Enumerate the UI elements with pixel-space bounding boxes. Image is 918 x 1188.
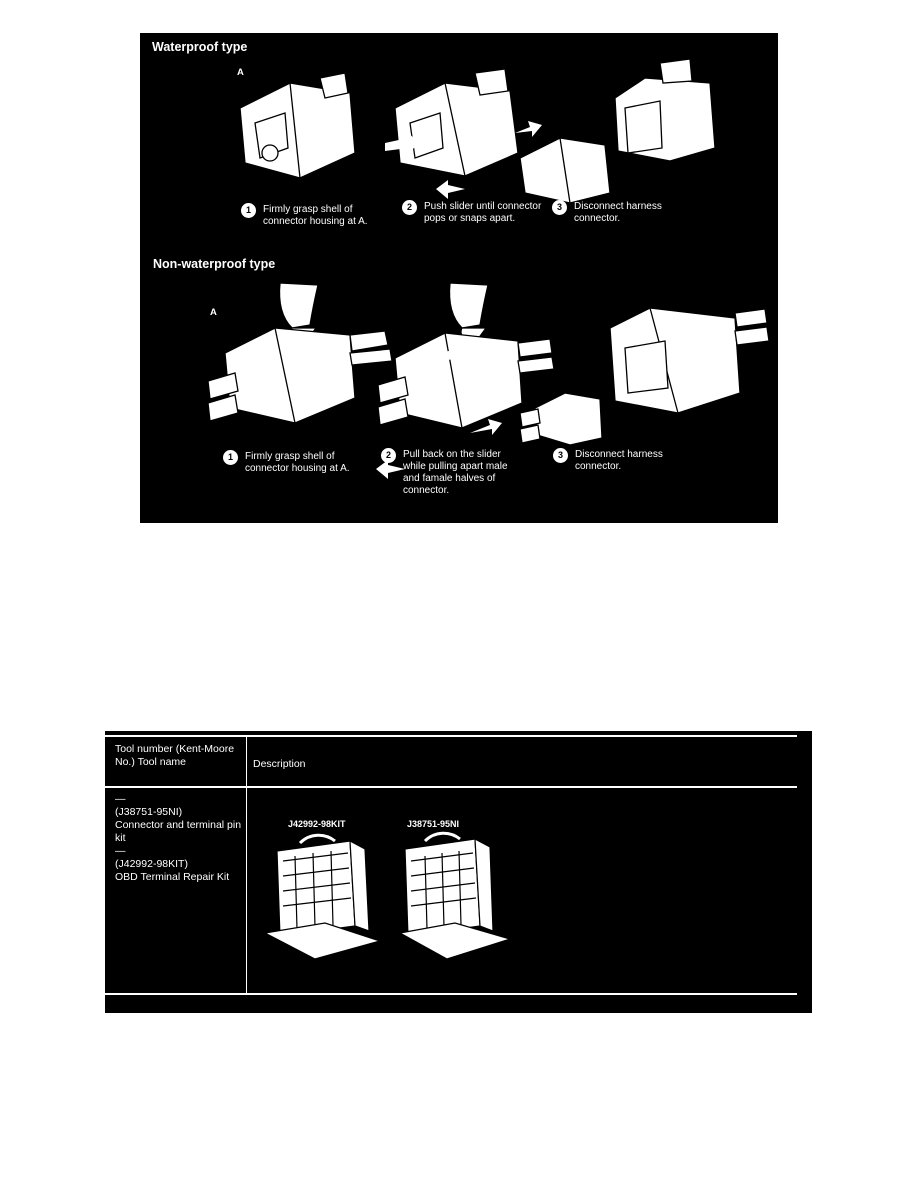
kit-cases-illustration <box>265 831 515 961</box>
nonwaterproof-step-3 <box>553 449 693 473</box>
step-text: Disconnect harness connector. <box>575 449 663 472</box>
waterproof-label-a-right: A <box>342 134 349 145</box>
tool-table-figure <box>105 731 812 1013</box>
step-text: Pull back on the slider while pulling apart male and famale halves of connector. <box>403 449 508 496</box>
nonwaterproof-label-a-top: A <box>210 307 217 318</box>
table-header-rule <box>105 786 797 788</box>
step-number-badge: 3 <box>553 448 568 463</box>
nonwaterproof-label-a-right: A <box>330 377 337 388</box>
step-number-badge: 1 <box>241 203 256 218</box>
header-tool-number: Tool number (Kent-Moore No.) Tool name <box>115 743 235 768</box>
waterproof-label-a-top: A <box>237 67 244 78</box>
waterproof-title: Waterproof type <box>152 40 248 54</box>
tool-line: OBD Terminal Repair Kit <box>115 871 230 883</box>
table-column-divider <box>246 735 247 995</box>
waterproof-step-3 <box>552 201 692 225</box>
nonwaterproof-illustration <box>200 273 770 448</box>
waterproof-illustration <box>230 53 770 203</box>
tool-list <box>115 793 245 884</box>
step-text: Firmly grasp shell of connector housing at A. <box>245 451 350 474</box>
nonwaterproof-title: Non-waterproof type <box>153 257 276 271</box>
connector-disconnect-figure <box>140 33 778 523</box>
tool-line: (J42992-98KIT) <box>115 858 188 870</box>
tool-line: — <box>115 793 126 805</box>
tool-line: Connector and terminal pin kit <box>115 819 242 844</box>
kit-label-j42992: J42992-98KIT <box>288 819 346 829</box>
waterproof-step-1 <box>241 204 381 228</box>
step-text: Push slider until connector pops or snaps apart. <box>424 201 542 224</box>
step-number-badge: 2 <box>381 448 396 463</box>
step-text: Firmly grasp shell of connector housing at A. <box>263 204 368 227</box>
table-top-rule <box>105 735 797 737</box>
waterproof-step-2 <box>402 201 542 225</box>
nonwaterproof-step-1 <box>223 451 363 475</box>
step-number-badge: 2 <box>402 200 417 215</box>
tool-line: (J38751-95NI) <box>115 806 183 818</box>
step-text: Disconnect harness connector. <box>574 201 662 224</box>
nonwaterproof-step-2 <box>381 449 511 497</box>
kit-label-j38751: J38751-95NI <box>407 819 460 829</box>
table-bottom-rule <box>105 993 797 995</box>
step-number-badge: 1 <box>223 450 238 465</box>
step-number-badge: 3 <box>552 200 567 215</box>
tool-line: — <box>115 845 126 857</box>
header-description: Description <box>253 758 306 770</box>
